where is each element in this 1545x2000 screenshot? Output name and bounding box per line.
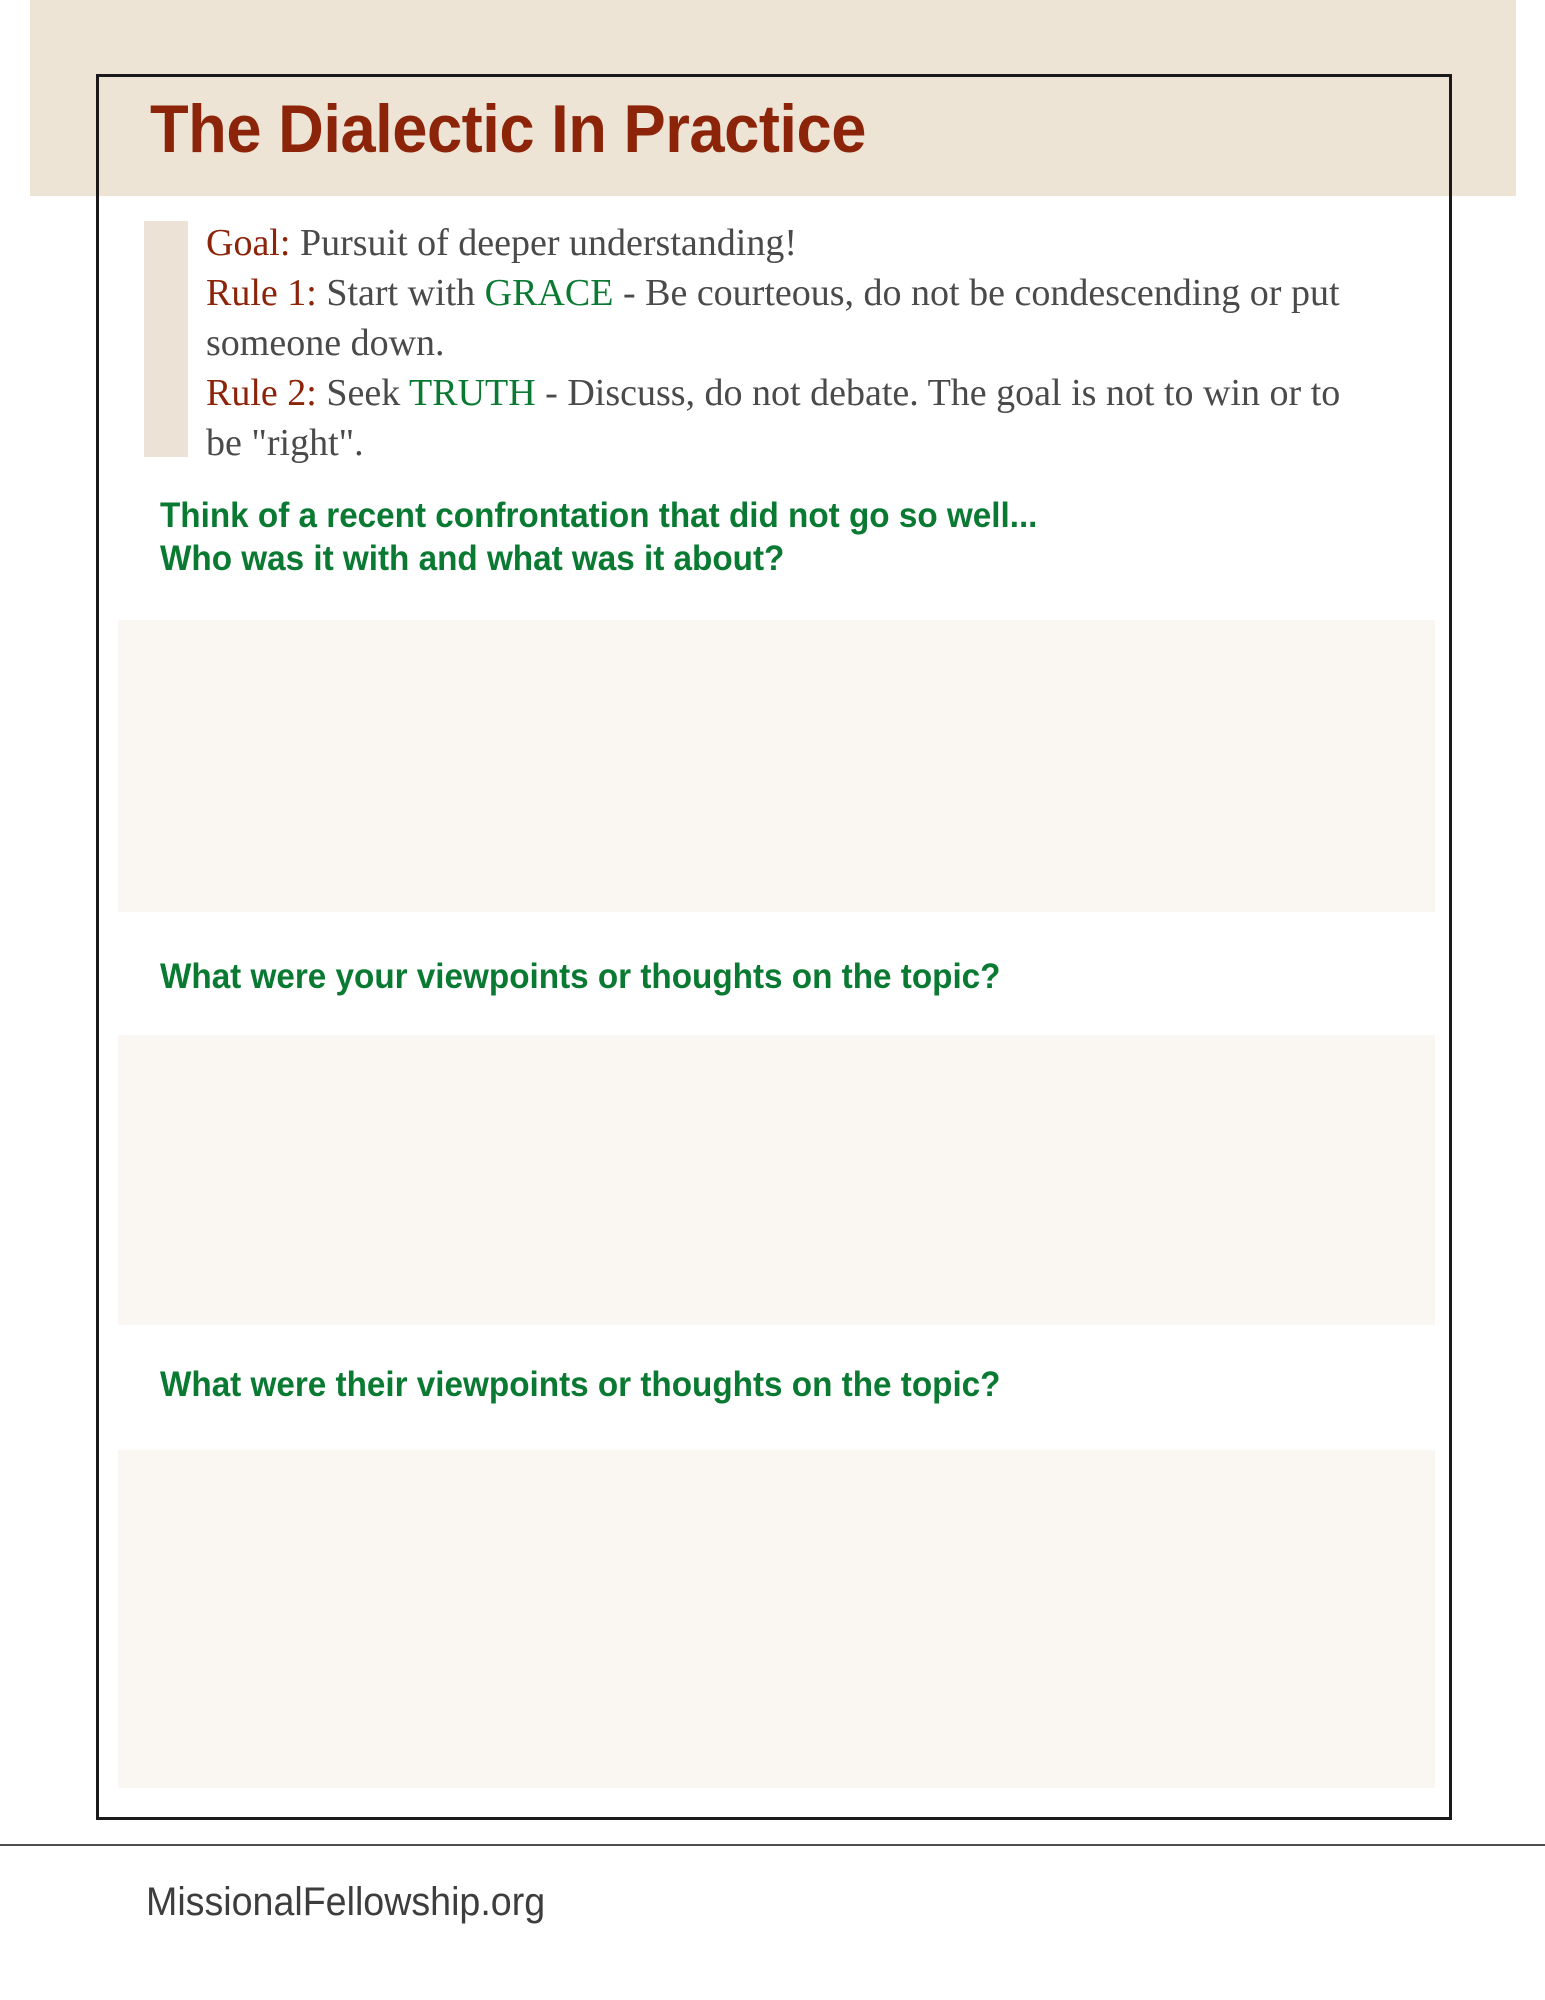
rule-1-before: Start with: [316, 272, 485, 314]
goal-label: Goal:: [206, 222, 291, 264]
rule-2-line: [206, 368, 1356, 468]
question-1-line-2: Who was it with and what was it about?: [160, 539, 785, 578]
rule-1-keyword: GRACE: [484, 272, 614, 314]
question-2: [160, 955, 1000, 998]
rule-1-label: Rule 1:: [206, 272, 317, 314]
page-title: The Dialectic In Practice: [150, 91, 866, 167]
rule-2-keyword: TRUTH: [409, 372, 536, 414]
rules-block: [206, 218, 1356, 468]
rule-2-before: Seek: [316, 372, 410, 414]
question-3-line-1: What were their viewpoints or thoughts on the topic?: [160, 1365, 1001, 1404]
question-1-line-1: Think of a recent confrontation that did not go so well...: [160, 496, 1038, 535]
goal-text: Pursuit of deeper understanding!: [290, 222, 797, 264]
question-1: [160, 494, 1037, 580]
rule-2-after: - Discuss, do not debate. The goal is not to win or to be "right".: [206, 372, 1341, 464]
goal-line: [206, 218, 1356, 268]
rule-2-label: Rule 2:: [206, 372, 317, 414]
rule-1-after: - Be courteous, do not be condescending or put someone down.: [206, 272, 1340, 364]
footer-divider: [0, 1844, 1545, 1846]
footer-site-url: MissionalFellowship.org: [146, 1880, 546, 1924]
answer-field-3[interactable]: [118, 1450, 1435, 1788]
rule-1-line: [206, 268, 1356, 368]
question-3: [160, 1363, 1000, 1406]
answer-field-1[interactable]: [118, 620, 1435, 912]
answer-field-2[interactable]: [118, 1035, 1435, 1325]
rules-accent-bar: [144, 221, 188, 457]
question-2-line-1: What were your viewpoints or thoughts on the topic?: [160, 957, 1001, 996]
